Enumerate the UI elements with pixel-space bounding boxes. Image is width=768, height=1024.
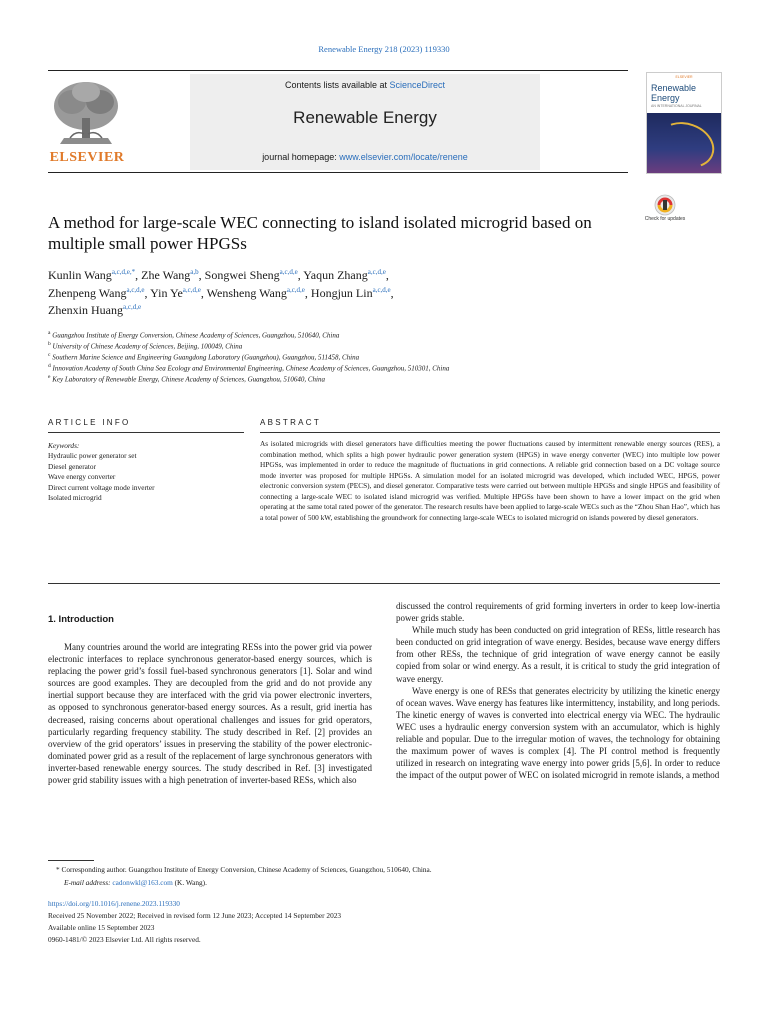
- author-affiliation-marks[interactable]: a,c,d,e: [182, 285, 201, 294]
- author-affiliation-marks[interactable]: a,c,d,e: [367, 268, 386, 276]
- keyword-item: Wave energy converter: [48, 472, 116, 481]
- intro-paragraph: While much study has been conducted on grid integration of RESs, little research has been conducted on grid integration of wave energy. Besides, because wave energy differs from other RESs, the technique of grid integration of wave energy cannot be easily copied from solar or wind energy. As a result, it is critical to study the grid integration of wave energy.: [396, 625, 720, 684]
- author-name[interactable]: Yin Ye: [150, 285, 183, 300]
- abstract-top-rule: [260, 432, 720, 433]
- doi-link[interactable]: https://doi.org/10.1016/j.renene.2023.119330: [48, 899, 180, 908]
- email-link[interactable]: cadonwkl@163.com: [112, 878, 173, 887]
- affiliation-key: d: [48, 363, 51, 369]
- author-name[interactable]: Wensheng Wang: [206, 285, 287, 300]
- affiliation-text: University of Chinese Academy of Sciences, Beijing, 100049, China: [52, 342, 243, 351]
- author-line: Zhenpeng Wang$^{a,c,d,e}$, Yin Ye$^{a,c,d,e}$, Wensheng Wang$^{a,c,d,e}$, Hongjun Lin$^{a,c,d,e}$,: [48, 285, 394, 300]
- affiliation-text: Key Laboratory of Renewable Energy, Chinese Academy of Sciences, Guangzhou, 510640, China: [52, 375, 325, 384]
- cover-publisher: ELSEVIER: [675, 75, 693, 79]
- affiliation-item: [48, 372, 648, 385]
- keyword-item: Diesel generator: [48, 461, 97, 471]
- masthead-top-rule: [48, 70, 628, 71]
- author-affiliation-marks[interactable]: a,c,d,e: [126, 285, 145, 294]
- cover-subtitle: AN INTERNATIONAL JOURNAL: [651, 104, 702, 108]
- affiliation-key: e: [48, 374, 51, 380]
- author-name[interactable]: Zhenpeng Wang: [48, 285, 127, 300]
- author-name[interactable]: Kunlin Wang: [48, 268, 112, 282]
- email-label: E-mail address:: [64, 878, 113, 887]
- intro-heading: 1. Introduction: [48, 614, 114, 625]
- author-affiliation-marks[interactable]: a,c,d,e,*: [111, 268, 136, 276]
- homepage-link[interactable]: www.elsevier.com/locate/renene: [339, 152, 468, 162]
- abstract-bottom-rule: [48, 583, 720, 584]
- intro-paragraph: Wave energy is one of RESs that generates electricity by utilizing the kinetic energy of ocean waves. Wave energy has features like intermittency, instability, and long periods. The kinetic energy of waves is converted into electrical energy via WEC. The hydraulic WEC uses a hydraulic energy conversion system with an accumulator, which is highly reliable and popular. Due to the irregular motion of waves, the technology for obtaining the maximum power of waves is complex [4]. The PI control method is frequently utilized in research on integrating wave energy into power grids [5,6]. In order to reduce the impact of the output power of WEC on isolated microgrid in remote islands, a method: [396, 685, 720, 781]
- affiliation-text: Innovation Academy of South China Sea Ecology and Environmental Engineering, Chinese Academy of Sciences, Guangzhou, 510301, China: [52, 364, 450, 373]
- journal-homepage: [190, 152, 540, 162]
- affiliation-text: Guangzhou Institute of Energy Conversion, Chinese Academy of Sciences, Guangzhou, 510640, China: [52, 331, 340, 340]
- keywords-label: Keywords:: [48, 441, 80, 450]
- intro-paragraph: discussed the control requirements of grid forming inverters in order to keep low-inertia power grids stable.: [396, 601, 720, 624]
- author-name[interactable]: Songwei Sheng: [204, 268, 280, 282]
- author-name[interactable]: Zhenxin Huang: [48, 303, 123, 317]
- available-online: Available online 15 September 2023: [48, 923, 155, 932]
- contents-availability: [190, 80, 540, 90]
- affiliation-key: c: [48, 352, 51, 358]
- footnote-rule: [48, 860, 94, 861]
- homepage-prefix: journal homepage:: [262, 152, 340, 162]
- affiliation-text: Southern Marine Science and Engineering Guangdong Laboratory (Guangzhou), Guangzhou, 511458, China: [52, 353, 360, 362]
- copyright: 0960-1481/© 2023 Elsevier Ltd. All rights reserved.: [48, 935, 201, 944]
- author-affiliation-marks[interactable]: a,c,d,e: [122, 303, 142, 311]
- article-info-rule: [48, 432, 244, 433]
- author-name[interactable]: Zhe Wang: [141, 268, 191, 282]
- corresponding-author-note: * Corresponding author. Guangzhou Institute of Energy Conversion, Chinese Academy of Sciences, Guangzhou, 510640, China.: [56, 865, 432, 874]
- intro-right-column: [396, 600, 720, 781]
- paper-title: A method for large-scale WEC connecting to island isolated microgrid based on multiple small power HPGSs: [48, 213, 592, 253]
- author-affiliation-marks[interactable]: a,c,d,e: [372, 285, 391, 294]
- email-suffix: (K. Wang).: [172, 878, 207, 887]
- abstract-text: As isolated microgrids with diesel generators have difficulties meeting the power fluctuations caused by intermittent renewable energy sources (RES), a combination method, which splits a high power hydraulic power generation system (HPGS) in wave energy converter (WEC) into multiple low power HPGSs, was implemented in order to reduce the magnitude of fluctuations in grid connections. A reliable grid connection based on a DC voltage source mode inverter was proposed for multiple HPGSs. A simulation model for an isolated microgrid was developed, which included WEC, HPGS, power electronic conversion system (PECS), and diesel generator. Comparative tests were carried out between multiple HPGSs and single HPGS and feasibility of connecting a large-scale WEC to isolated island microgrid was verified. Multiple HPGSs have been shown to have a lower impact on the grid when operating at the same total rated power of the generator. The research results have been applied to large-scale WECs such as the “Zhou Shan Hao”, which has a total power of 500 kW, establishing the groundwork for connecting large-scale WECs to isolated microgrid on islands powered by diesel generators.: [260, 439, 720, 522]
- check-for-updates-label: Check for updates: [644, 216, 686, 222]
- journal-cover-thumbnail[interactable]: [646, 72, 722, 174]
- publisher-logo-text: ELSEVIER: [49, 150, 125, 165]
- masthead-bottom-rule: [48, 172, 628, 173]
- article-info-heading: ARTICLE INFO: [48, 418, 131, 427]
- intro-left-column: [48, 641, 372, 786]
- received-dates: Received 25 November 2022; Received in revised form 12 June 2023; Accepted 14 September 2023: [48, 911, 342, 920]
- elsevier-tree-logo: [50, 78, 122, 150]
- affiliation-key: b: [48, 341, 51, 347]
- author-name[interactable]: Yaqun Zhang: [303, 268, 368, 282]
- intro-paragraph: Many countries around the world are integrating RESs into the power grid via power electronic interfaces to replace synchronous generator-based energy sources, which is replacing the power grid’s fossil fuel-based synchronous generators [1]. Solar and wind sources are good examples. They are decoupled from the grid and do not provide any inertial support because they are interfaced with the grid via power electronic inverters, as opposed to synchronous generator-based energy sources. As a result, grid inertia has decreased, raising concerns about operational challenges and issues for grid operators, particularly regarding frequency stability. The study described in Ref. [2] provides an overview of the grid operators’ issues in preserving the stability of the power electronic-dominated power grid as a result of the replacement of large synchronous generators with inverter-based renewable energy sources. The study described in Ref. [3] investigated power grid stability issues with a high penetration of inverter-based RESs, which also: [48, 642, 372, 786]
- author-line: Kunlin Wang$^{a,c,d,e,*}$, Zhe Wang$^{a,b}$, Songwei Sheng$^{a,c,d,e}$, Yaqun Zhang$^{a,c,d,e}$,: [48, 268, 389, 282]
- email-note: [64, 877, 664, 888]
- keyword-item: Direct current voltage mode inverter: [48, 482, 155, 492]
- author-line: [48, 302, 608, 320]
- check-for-updates-icon[interactable]: [650, 193, 680, 229]
- author-affiliation-marks[interactable]: a,b: [190, 268, 199, 276]
- journal-citation-link[interactable]: Renewable Energy 218 (2023) 119330: [318, 44, 450, 54]
- keyword-item: Hydraulic power generator set: [48, 451, 137, 460]
- author-affiliation-marks[interactable]: a,c,d,e: [286, 285, 305, 294]
- journal-title: Renewable Energy: [293, 108, 437, 127]
- contents-prefix: Contents lists available at: [284, 80, 390, 90]
- abstract-heading: ABSTRACT: [260, 418, 322, 427]
- keyword-item: Isolated microgrid: [48, 493, 102, 502]
- sciencedirect-link[interactable]: ScienceDirect: [389, 80, 446, 90]
- affiliation-key: a: [48, 330, 51, 336]
- author-name[interactable]: Hongjun Lin: [310, 285, 373, 300]
- author-list: [48, 267, 608, 320]
- cover-title: Renewable Energy: [651, 83, 697, 103]
- author-affiliation-marks[interactable]: a,c,d,e: [279, 268, 298, 276]
